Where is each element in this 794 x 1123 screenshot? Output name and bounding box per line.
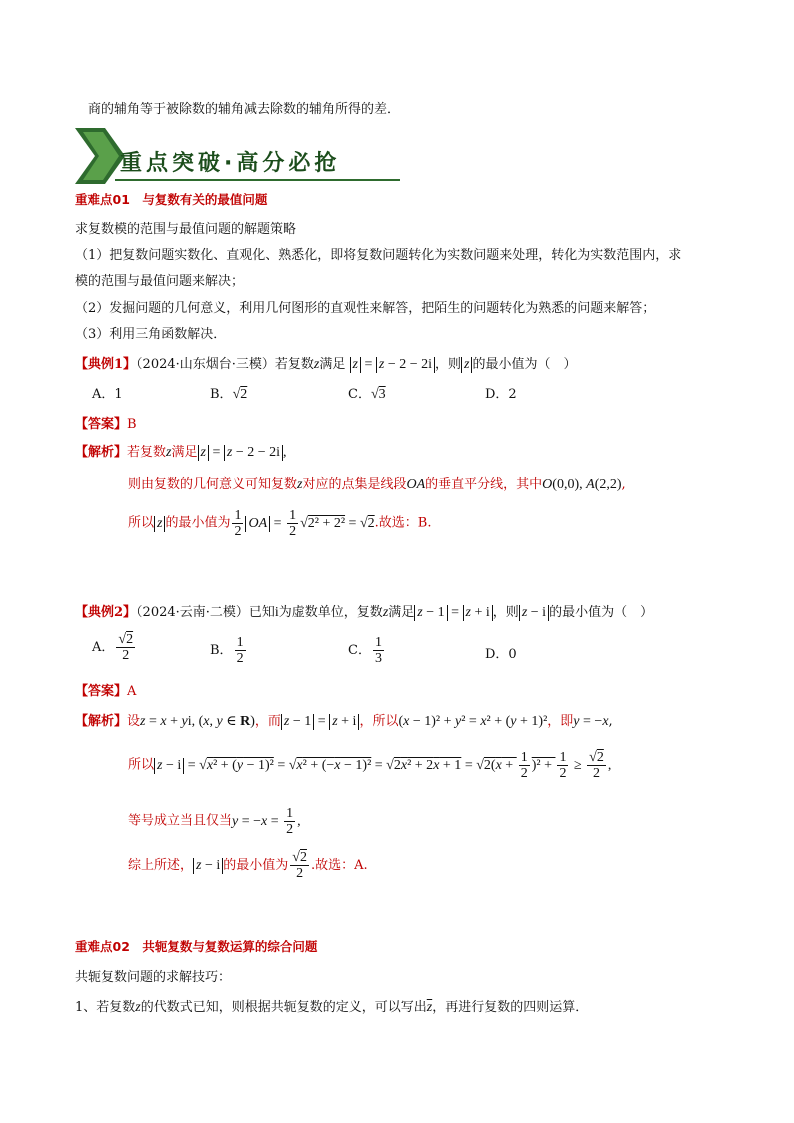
analysis-tag: 【解析】 [75,714,128,729]
example2-analysis-line3 [128,806,301,837]
answer-value: A [127,684,137,699]
strategy-item-1a: （1）把复数问题实数化、直观化、熟悉化，即将复数问题转化为实数问题来处理，转化为实数范围内，求 [75,248,682,263]
math-expr: z − 1 = z + i [414,605,493,620]
example1-ask: ，则 [435,357,462,372]
example2-option-c: C． $\frac{1}{3}$ [348,635,382,666]
math-expr: z − i [193,858,223,874]
analysis-text: .故选：A. [310,858,368,873]
example2-answer [75,680,136,699]
math-expr: √3 [370,387,386,402]
analysis-text: 综上所述， [128,858,194,873]
tip-text: 的代数式已知，则根据共轭复数的定义，可以写出 [140,1000,427,1015]
example2-analysis-line2 [128,750,611,781]
answer-tag: 【答案】 [75,417,128,432]
analysis-text: 等号成立当且仅当 [128,813,233,829]
analysis-text: ，即 [547,714,574,729]
strategy-title: 求复数模的范围与最值问题的解题策略 [75,222,297,237]
example1-analysis-line2: 则由复数的几何意义可知复数z对应的点集是线段OA的垂直平分线，其中O(0,0), A(2,2), [128,477,626,492]
tip-text: ，再进行复数的四则运算． [432,1000,589,1015]
analysis-text: 若复数 [127,445,167,460]
math-expr: z − i [519,605,549,621]
example2-cond: 满足 [388,605,415,620]
example1-option-b: B．√2 [210,387,248,402]
math-z: z [166,445,172,460]
math-expr: $\frac{1}{2}$ [236,635,244,666]
example2-source: （2024·云南·二模）已知 [136,605,275,620]
math-z: z [382,605,389,620]
analysis-text: 满足 [171,445,198,460]
math-expr: (x − 1)² + y² = x² + (y + 1)² [398,714,548,729]
analysis-text: .故选：B. [374,515,432,531]
section1-heading: 重难点01 与复数有关的最值问题 [75,192,268,207]
analysis-text: 对应的点集是线段 [302,477,407,492]
example1-analysis-line1 [75,441,287,461]
strategy-item-2: （2）发掘问题的几何意义，利用几何图形的直观性来解答，把陌生的问题转化为熟悉的问题来解答； [75,301,656,316]
strategy-item-1b: 模的范围与最值问题来解决； [75,274,245,289]
example2-ask2: 的最小值为（ ） [549,605,654,620]
intro-line: 商的辅角等于被除数的辅角减去除数的辅角所得的差． [88,102,401,117]
math-expr: $\frac{1}{3}$ [374,635,382,666]
example1-cond: 满足 [319,357,346,372]
example1-source: （2024·山东烟台·三模）若复数 [136,357,314,372]
analysis-text: 的最小值为 [165,515,231,531]
math-expr: OA [406,477,426,492]
answer-value: B [127,417,137,432]
analysis-text: 所以 [128,515,155,531]
math-z: z [313,357,320,372]
math-i: i [274,605,279,620]
math-expr: $\frac{√2}{2}$ [292,850,307,881]
example2-tag: 【典例2】 [75,605,137,620]
math-expr: z [154,516,165,532]
example2-source: 为虚数单位，复数 [278,605,383,620]
section2-heading: 重难点02 共轭复数与复数运算的综合问题 [75,939,318,954]
math-expr: $\frac{1}{2}$ OA = $\frac{1}{2}$ √2² + 2² = √2 [234,508,375,539]
example2-option-a: A． $\frac{√2}{2}$ [92,632,134,663]
math-z: z [297,477,303,492]
example2-analysis-line4 [128,850,368,881]
analysis-text: 的最小值为 [223,858,289,873]
example2-option-d: D．0 [485,647,517,662]
example1-question [75,353,577,373]
math-expr: z = z − 2 − 2i , [198,445,287,460]
tip-1 [75,996,588,1016]
math-expr: z − i = √x² + (y − 1)² = √x² + (−x − 1)² = √2x² + 2x + 1 = √2(x + $\frac{1}{2}$ )² + $\frac{1}{2}$ ≥ $\frac{√2}{2}$ , [154,758,611,773]
math-expr: y = −x = $\frac{1}{2}$ , [232,806,301,837]
example1-ask2: 的最小值为（ ） [472,357,577,372]
math-expr: $\frac{√2}{2}$ [118,632,134,663]
example2-analysis-line1: 【解析】设z = x + yi, (x, y ∈ R)，而 z − 1 = z + i ，所以(x − 1)² + y² = x² + (y + 1)²，即y = −x, [75,714,613,729]
math-expr: √2 [232,387,248,402]
analysis-text: 所以 [128,757,155,773]
math-expr: O(0,0), A(2,2) [542,477,622,492]
math-expr: z − 1 = z + i [281,714,360,729]
tips-title: 共轭复数问题的求解技巧： [75,970,232,985]
example2-ask: ，则 [492,605,519,620]
analysis-text: ，所以 [359,714,399,729]
strategy-item-3: （3）利用三角函数解决． [75,327,227,342]
math-expr: z = x + yi, (x, y ∈ R) [140,714,255,729]
math-expr: z = z − 2 − 2i [350,357,436,372]
example1-option-a: A．1 [92,387,123,402]
example1-tag: 【典例1】 [75,357,137,372]
answer-tag: 【答案】 [75,684,128,699]
math-expr: z [461,357,472,373]
example1-analysis-line3 [128,508,431,539]
analysis-tag: 【解析】 [75,445,128,460]
analysis-text: 设 [127,714,141,729]
analysis-text: 的垂直平分线，其中 [425,477,543,492]
analysis-text: 则由复数的几何意义可知复数 [128,477,298,492]
example2-option-b: B． $\frac{1}{2}$ [210,635,244,666]
example1-answer [75,413,137,432]
analysis-text: ，而 [254,714,281,729]
math-zbar: $\overline{z}$ [426,1000,433,1015]
tip-text: 1、若复数 [75,1000,136,1015]
math-z: z [135,1000,141,1015]
example1-option-c: C．√3 [348,387,386,402]
example2-question [75,601,653,621]
math-expr: y = −x [573,714,609,729]
example1-option-d: D．2 [485,387,517,402]
banner-title: 重点突破·高分必抢 [120,151,341,176]
